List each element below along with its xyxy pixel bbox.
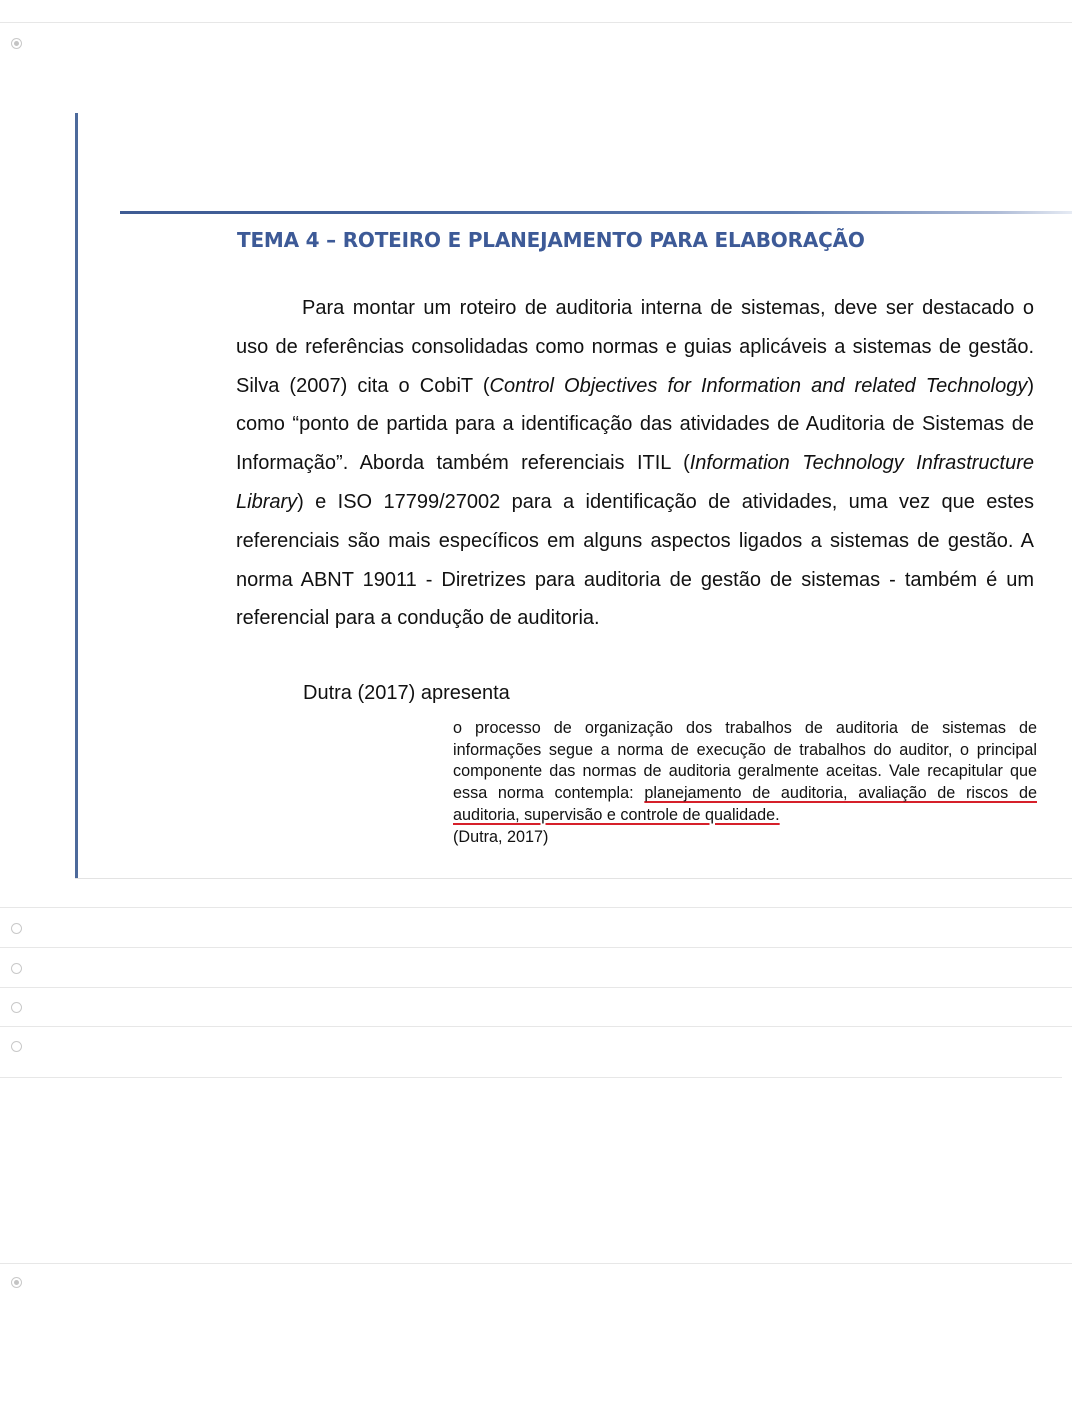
option-radio-3[interactable]	[11, 963, 22, 974]
paragraph-text: Para montar um roteiro de auditoria interna de sistemas, deve ser destacado o uso de referências consolidadas como normas e guias aplicáveis a sistemas de gestão. Silva (2007) cita o CobiT (	[236, 297, 1034, 397]
quote-citation: (Dutra, 2017)	[453, 827, 549, 846]
paragraph-italic: Information Technology Infrastructure Library	[236, 452, 1034, 513]
divider	[0, 987, 1072, 988]
slide-image	[75, 113, 1072, 879]
quote-underlined: planejamento de auditoria, avaliação de riscos de auditoria, supervisão e controle de qualidade.	[453, 784, 1037, 824]
option-radio-6[interactable]	[11, 1277, 22, 1288]
block-quote	[453, 718, 1037, 848]
divider	[0, 1077, 1062, 1078]
divider	[0, 907, 1072, 908]
option-radio-4[interactable]	[11, 1002, 22, 1013]
slide-accent-bar	[75, 113, 78, 878]
quote-text: o processo de organização dos trabalhos de auditoria de sistemas de informações segue a norma de execução de trabalhos do auditor, o principal componente das normas de auditoria geralmente aceitas. Vale recapitular que essa norma contempla:	[453, 719, 1037, 803]
option-radio-1[interactable]	[11, 38, 22, 49]
slide-header-rule	[120, 211, 1072, 214]
divider	[0, 1026, 1072, 1027]
quote-lead: Dutra (2017) apresenta	[303, 682, 510, 704]
slide-heading: TEMA 4 – ROTEIRO E PLANEJAMENTO PARA ELABORAÇÃO	[237, 228, 865, 252]
divider	[0, 1263, 1072, 1264]
paragraph-text: ) como “ponto de partida para a identificação das atividades de Auditoria de Sistemas de Informação”. Aborda também referenciais ITIL (	[236, 374, 1035, 475]
paragraph-italic: Control Objectives for Information and related Technology	[489, 374, 1028, 397]
option-radio-5[interactable]	[11, 1041, 22, 1052]
divider-top	[0, 22, 1072, 23]
divider	[0, 947, 1072, 948]
option-radio-2[interactable]	[11, 923, 22, 934]
slide-paragraph	[236, 289, 1034, 638]
paragraph-text: ) e ISO 17799/27002 para a identificação de atividades, uma vez que estes referenciais são mais específicos em alguns aspectos ligados a sistemas de gestão. A norma ABNT 19011 - Diretrizes para auditoria de gestão de sistemas - também é um referencial para a condução de auditoria.	[236, 490, 1034, 630]
